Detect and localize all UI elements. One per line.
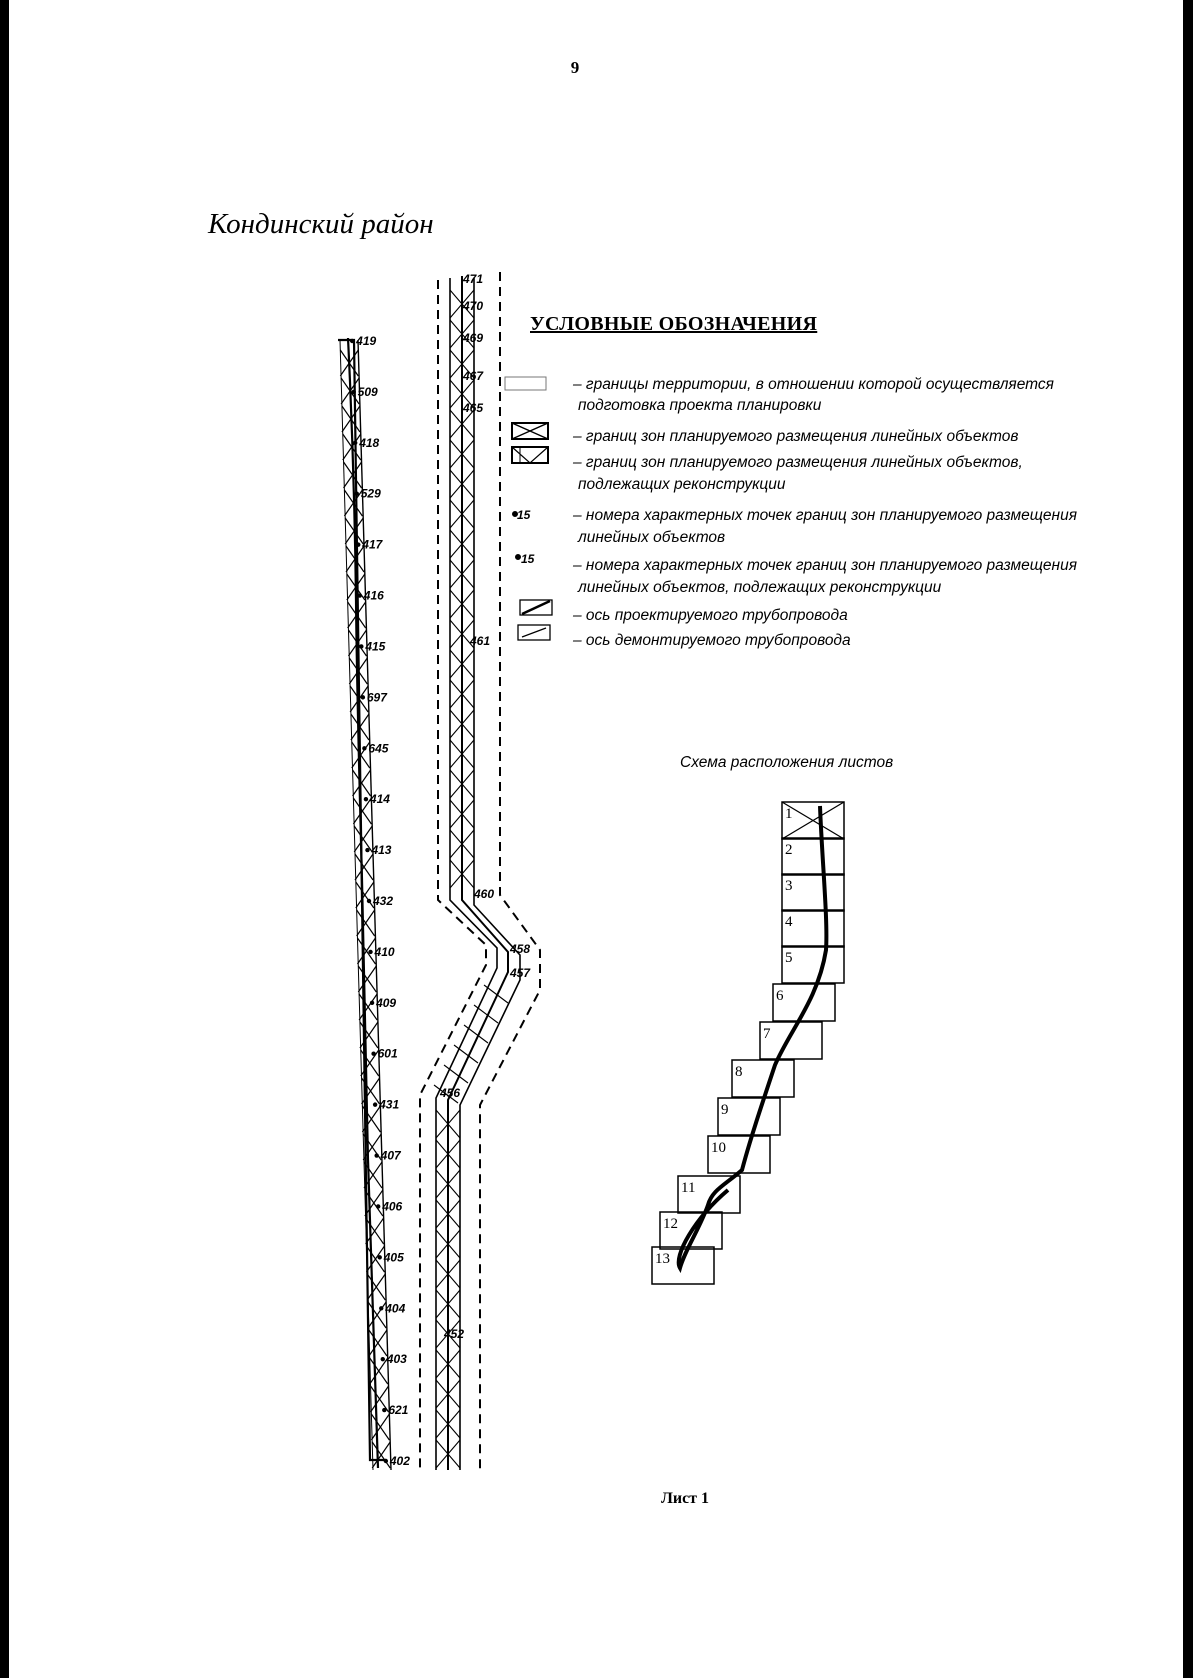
empty-rect-icon <box>505 377 546 390</box>
crossed-rect-icon <box>512 423 548 439</box>
point-marker <box>350 339 354 343</box>
legend-item-territory-line-1: – границы территории, в отношении которой осуществляется <box>573 376 1054 393</box>
point-label: 402 <box>389 1454 410 1468</box>
region-title: Кондинский район <box>208 208 434 240</box>
point-label: 469 <box>463 331 484 345</box>
point-marker <box>382 1408 386 1412</box>
point-label: 432 <box>373 894 394 908</box>
left-point-labels <box>350 334 410 1468</box>
point-marker <box>368 950 372 954</box>
point-label: 415 <box>365 639 386 654</box>
right-corridor-dashed-right <box>480 272 540 1470</box>
point-label: 621 <box>388 1403 409 1418</box>
point-marker <box>362 746 366 750</box>
point-marker <box>381 1357 385 1361</box>
point-marker <box>359 644 363 648</box>
sheet-number: 4 <box>785 914 793 930</box>
sheet-number: 13 <box>655 1251 670 1267</box>
legend-point-symbol-reconstruction: 15 <box>521 552 535 566</box>
legend-item-dismantled-pipeline: – ось демонтируемого трубопровода <box>573 632 851 649</box>
point-label: 431 <box>379 1097 400 1112</box>
dot-number-icon <box>516 555 521 560</box>
right-corridor <box>420 272 540 1470</box>
point-marker <box>365 848 369 852</box>
legend-point-symbol: 15 <box>517 508 531 522</box>
sheet-number: 9 <box>721 1102 729 1118</box>
legend-item-territory-line-2: подготовка проекта планировки <box>578 397 822 414</box>
sheet-number: 8 <box>735 1064 743 1080</box>
page-number: 9 <box>570 58 580 77</box>
point-marker <box>358 593 362 597</box>
sheet-label: Лист 1 <box>660 1490 710 1507</box>
point-label: 529 <box>360 486 381 501</box>
point-marker <box>374 1153 378 1157</box>
point-marker <box>370 1001 374 1005</box>
sheet-number: 3 <box>785 878 793 894</box>
point-label: 465 <box>463 401 484 415</box>
point-label: 413 <box>371 843 392 858</box>
point-label: 405 <box>383 1250 404 1265</box>
sheet-number: 5 <box>785 950 793 966</box>
sheet-number: 1 <box>785 806 793 822</box>
legend-item-zones: – границ зон планируемого размещения линейных объектов <box>573 428 1019 445</box>
legend-title: УСЛОВНЫЕ ОБОЗНАЧЕНИЯ <box>530 313 818 335</box>
point-label: 457 <box>510 966 531 980</box>
point-label: 414 <box>369 792 390 807</box>
sheet-number: 6 <box>776 988 784 1004</box>
point-label: 407 <box>380 1148 401 1163</box>
point-label: 419 <box>356 334 377 348</box>
right-corridor-crosses <box>434 290 508 1468</box>
legend-item-points-line-1: – номера характерных точек границ зон планируемого размещения <box>573 507 1077 524</box>
point-marker <box>378 1255 382 1259</box>
right-corridor-left-boundary <box>436 278 497 1470</box>
half-crossed-rect-icon <box>512 447 548 463</box>
scheme-title: Схема расположения листов <box>680 754 894 771</box>
legend-item-zones-reconstruction-line-1: – границ зон планируемого размещения линейных объектов, <box>573 454 1023 471</box>
sheet-number: 2 <box>785 842 793 858</box>
point-label: 404 <box>385 1301 406 1316</box>
point-label: 458 <box>510 942 531 956</box>
point-label: 456 <box>440 1086 461 1100</box>
sheet-number: 12 <box>663 1216 678 1232</box>
point-marker <box>351 390 355 394</box>
diagonal-rect-icon <box>518 625 550 640</box>
point-label: 467 <box>463 369 484 383</box>
point-marker <box>367 899 371 903</box>
point-label: 417 <box>362 537 383 552</box>
point-label: 470 <box>463 299 484 313</box>
point-label: 460 <box>474 887 495 901</box>
point-label: 410 <box>374 944 395 959</box>
left-corridor-crosses <box>340 350 390 1468</box>
point-label: 601 <box>377 1046 398 1061</box>
point-label: 406 <box>382 1199 403 1214</box>
point-marker <box>353 441 357 445</box>
right-corridor-dashed-left <box>420 280 486 1470</box>
point-marker <box>379 1306 383 1310</box>
right-point-labels <box>439 272 531 1341</box>
point-label: 697 <box>366 690 387 705</box>
legend-item-zones-reconstruction-line-2: подлежащих реконструкции <box>578 476 786 493</box>
legend-item-points-line-2: линейных объектов <box>578 529 726 546</box>
point-label: 409 <box>376 995 397 1010</box>
diagonal-rect-icon <box>520 600 552 615</box>
sheet-layout-scheme <box>652 802 844 1284</box>
point-label: 471 <box>463 272 484 286</box>
point-marker <box>364 797 368 801</box>
sheet-number: 11 <box>681 1180 696 1196</box>
point-label: 403 <box>386 1352 407 1367</box>
legend-item-points-reconstruction-line-2: линейных объектов, подлежащих реконструкции <box>578 579 942 596</box>
point-label: 418 <box>359 435 380 450</box>
legend-item-points-reconstruction-line-1: – номера характерных точек границ зон планируемого размещения <box>573 557 1077 574</box>
point-marker <box>384 1459 388 1463</box>
point-marker <box>371 1052 375 1056</box>
point-label: 452 <box>444 1327 465 1341</box>
sheet-number: 7 <box>763 1026 771 1042</box>
point-label: 645 <box>368 741 389 756</box>
point-label: 509 <box>357 384 378 399</box>
point-marker <box>361 695 365 699</box>
point-label: 461 <box>470 634 491 648</box>
point-marker <box>356 542 360 546</box>
sheet-number: 10 <box>711 1140 726 1156</box>
legend-item-designed-pipeline: – ось проектируемого трубопровода <box>573 607 848 624</box>
point-marker <box>355 492 359 496</box>
point-marker <box>376 1204 380 1208</box>
point-label: 416 <box>363 588 384 603</box>
point-marker <box>373 1102 377 1106</box>
